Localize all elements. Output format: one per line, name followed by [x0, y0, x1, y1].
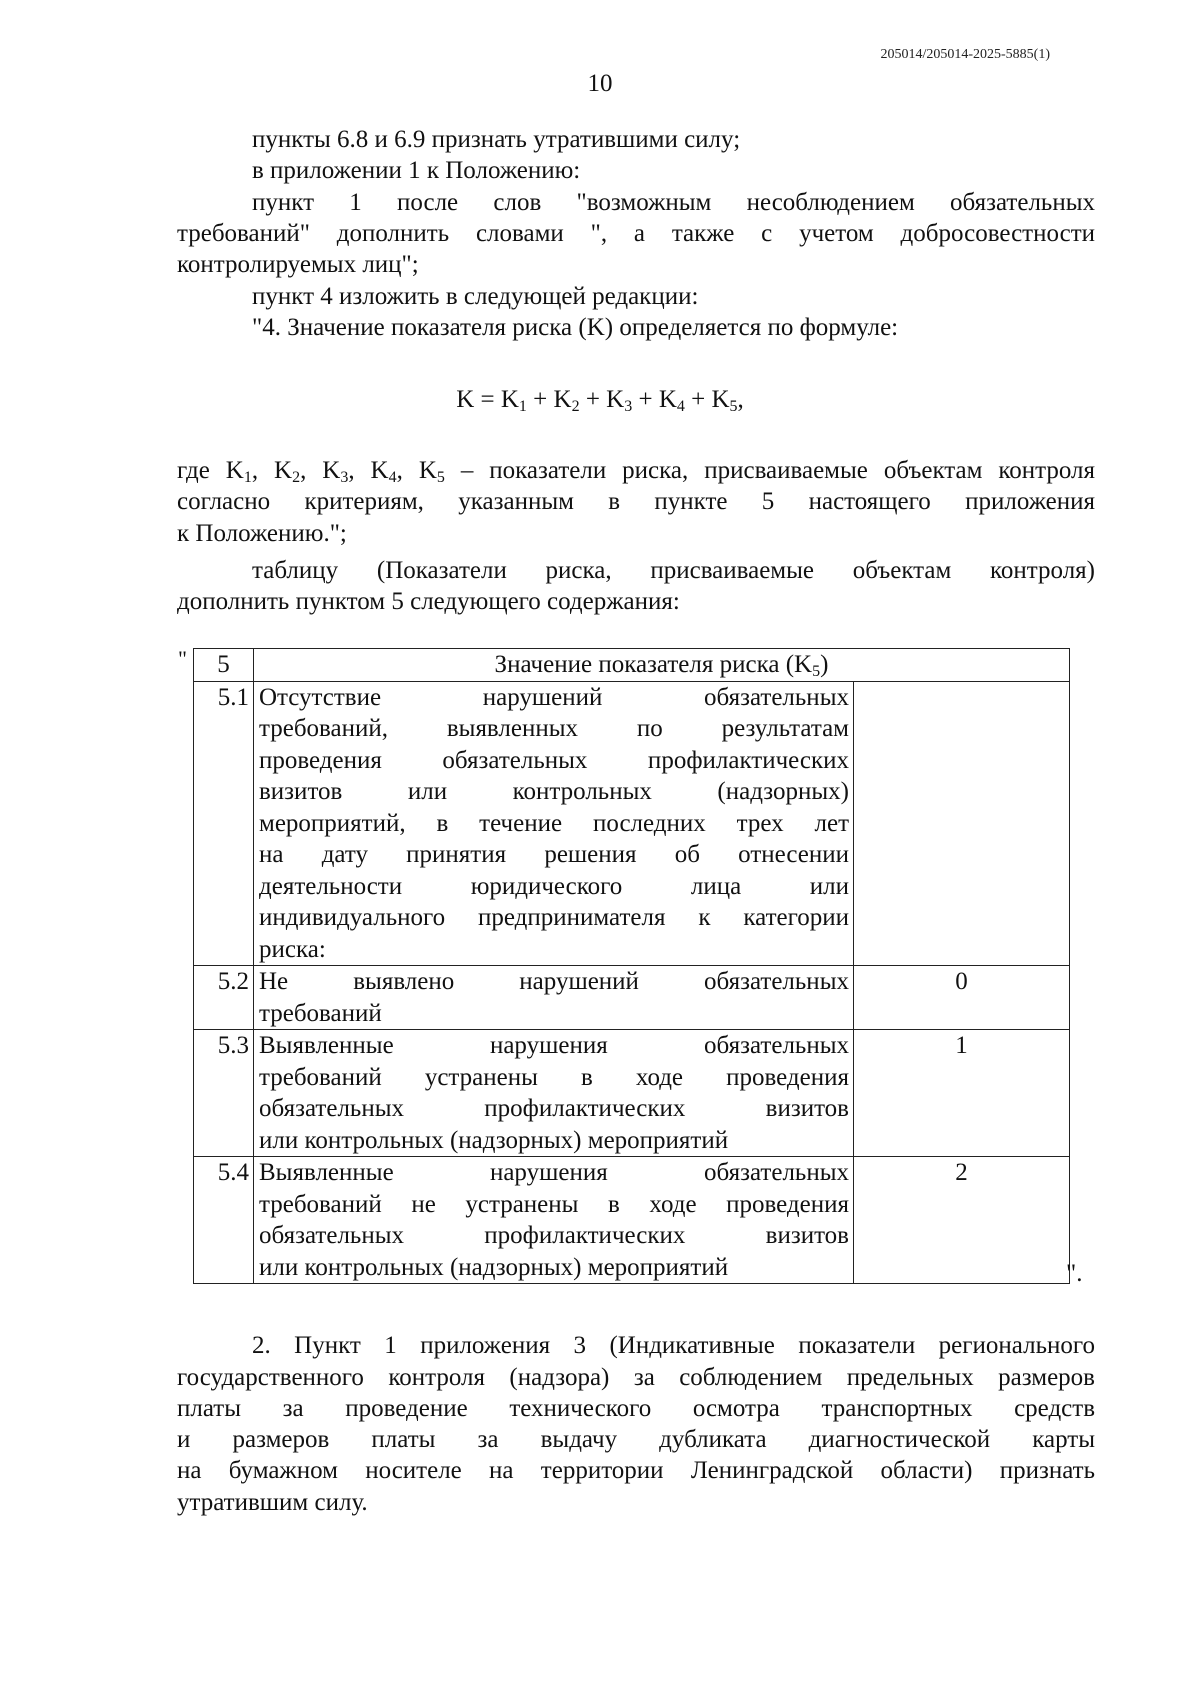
row-criterion-cell: [254, 1030, 854, 1157]
row-value-cell: [854, 681, 1070, 966]
row-number-cell: 5.2: [194, 966, 254, 1030]
document-number: 205014/205014-2025-5885(1): [880, 47, 1050, 62]
criterion-line: риска:: [259, 935, 326, 963]
criterion-line: визитов или контрольных (надзорных): [259, 778, 849, 805]
risk-formula: [0, 386, 1200, 414]
table-row: [194, 681, 1070, 966]
section-2-line-2: государственного контроля (надзора) за соблюдением предельных размеров: [177, 1364, 1095, 1391]
paragraph-3-line-3: контролируемых лиц";: [177, 251, 419, 278]
row-value-cell: 0: [854, 966, 1070, 1030]
criterion-line: индивидуального предпринимателя к категории: [259, 904, 849, 931]
table-row: [194, 966, 1070, 1030]
row-criterion-cell: [254, 681, 854, 966]
paragraph-7-line-1: таблицу (Показатели риска, присваиваемые объектам контроля): [252, 557, 1095, 584]
criterion-line: или контрольных (надзорных) мероприятий: [259, 1253, 729, 1281]
paragraph-7-line-2: дополнить пунктом 5 следующего содержания:: [177, 588, 680, 615]
criterion-line: деятельности юридического лица или: [259, 872, 849, 900]
paragraph-6-line-1-text: где $K_1$, $K_2$, $K_3$, $K_4$, $K_5$ – показатели риска, присваиваемые объектам контроля: [177, 457, 1096, 486]
criterion-line: Выявленные нарушения обязательных: [259, 1159, 849, 1186]
criterion-line: Не выявлено нарушений обязательных: [259, 968, 849, 995]
row-number-cell: 5.4: [194, 1157, 254, 1284]
row-value-cell: 2: [854, 1157, 1070, 1284]
criterion-line: требований устранены в ходе проведения: [259, 1063, 849, 1091]
criterion-line: проведения обязательных профилактических: [259, 746, 849, 774]
section-2-line-1: 2. Пункт 1 приложения 3 (Индикативные показатели регионального: [252, 1332, 1095, 1359]
paragraph-5: "4. Значение показателя риска (K) определяется по формуле:: [252, 314, 899, 341]
paragraph-4: пункт 4 изложить в следующей редакции:: [252, 283, 699, 310]
table-body: [194, 649, 1070, 1284]
paragraph-3-line-1: пункт 1 после слов "возможным несоблюдением обязательных: [252, 189, 1095, 216]
row-criterion-cell: [254, 966, 854, 1030]
table-close-quote: ".: [1066, 1260, 1083, 1287]
table-row: [194, 1157, 1070, 1284]
criterion-line: обязательных профилактических визитов: [259, 1222, 849, 1249]
paragraph-1: пункты 6.8 и 6.9 признать утратившими силу;: [252, 126, 741, 153]
criterion-line: на дату принятия решения об отнесении: [259, 841, 849, 868]
criterion-line: или контрольных (надзорных) мероприятий: [259, 1126, 729, 1154]
section-2-line-4: и размеров платы за выдачу дубликата диагностической карты: [177, 1426, 1095, 1453]
criterion-line: требований не устранены в ходе проведения: [259, 1190, 849, 1218]
paragraph-6-line-1: [177, 455, 1095, 486]
table-header-row: [194, 649, 1070, 682]
header-title-cell: [254, 649, 1070, 682]
criterion-line: требований, выявленных по результатам: [259, 715, 849, 742]
section-2-line-5: на бумажном носителе на территории Ленинградской области) признать: [177, 1457, 1095, 1484]
paragraph-3-line-2: требований" дополнить словами ", а также с учетом добросовестности: [177, 220, 1095, 247]
header-title-text: Значение показателя риска $(K_5)$: [494, 651, 829, 680]
table-open-quote: ": [178, 646, 187, 671]
risk-indicator-table: [193, 648, 1070, 1284]
row-number-cell: 5.3: [194, 1030, 254, 1157]
criterion-line: обязательных профилактических визитов: [259, 1095, 849, 1122]
paragraph-6-line-2: согласно критериям, указанным в пункте 5 настоящего приложения: [177, 488, 1095, 515]
row-number-cell: 5.1: [194, 681, 254, 966]
section-2-line-6: утратившим силу.: [177, 1489, 368, 1516]
criterion-line: мероприятий, в течение последних трех лет: [259, 809, 849, 837]
row-criterion-cell: [254, 1157, 854, 1284]
criterion-line: требований: [259, 999, 382, 1027]
formula-text: $K = K_1 + K_2 + K_3 + K_4 + K_5$,: [456, 386, 744, 415]
header-number-cell: 5: [194, 649, 254, 682]
paragraph-6-line-3: к Положению.";: [177, 520, 347, 547]
paragraph-2: в приложении 1 к Положению:: [252, 157, 581, 184]
section-2-line-3: платы за проведение технического осмотра транспортных средств: [177, 1395, 1095, 1422]
row-value-cell: 1: [854, 1030, 1070, 1157]
criterion-line: Выявленные нарушения обязательных: [259, 1032, 849, 1059]
criterion-line: Отсутствие нарушений обязательных: [259, 683, 849, 711]
page-number: 10: [587, 70, 613, 97]
table-row: [194, 1030, 1070, 1157]
